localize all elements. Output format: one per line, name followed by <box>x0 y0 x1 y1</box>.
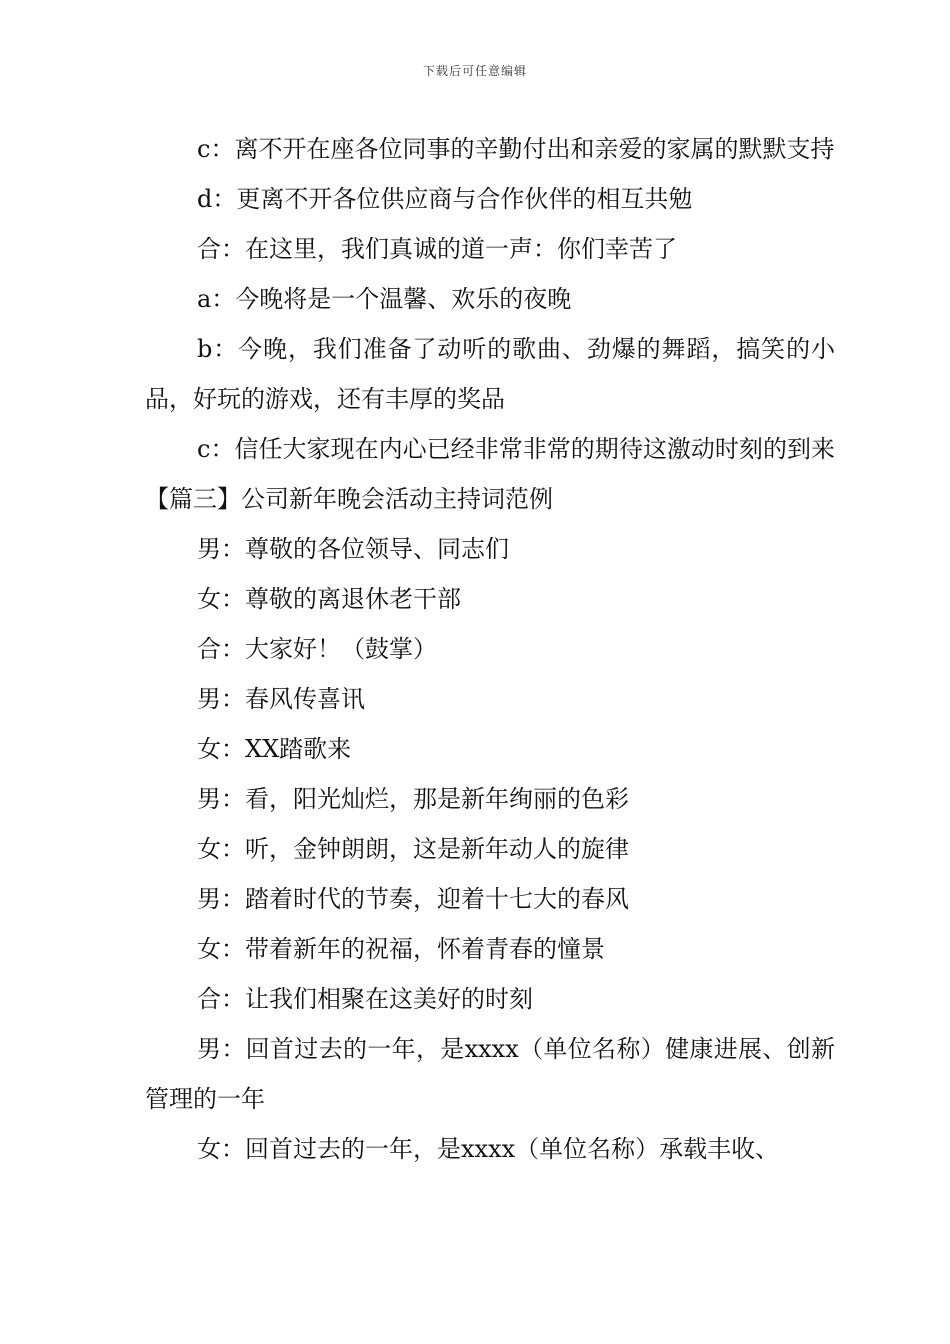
document-body <box>145 124 835 1174</box>
paragraph: b：今晚，我们准备了动听的歌曲、劲爆的舞蹈，搞笑的小品，好玩的游戏，还有丰厚的奖品 <box>145 335 835 413</box>
paragraph: 女：带着新年的祝福，怀着青春的憧景 <box>197 935 605 963</box>
paragraph: 男：尊敬的各位领导、同志们 <box>197 535 509 563</box>
paragraph: 女：回首过去的一年，是xxxx（单位名称）承载丰收、 <box>197 1135 780 1163</box>
paragraph: a：今晚将是一个温馨、欢乐的夜晚 <box>197 285 572 313</box>
paragraph: 女：尊敬的离退休老干部 <box>197 585 461 613</box>
paragraph: 女：XX踏歌来 <box>197 735 352 763</box>
paragraph: c：离不开在座各位同事的辛勤付出和亲爱的家属的默默支持 <box>197 135 835 163</box>
paragraph: d：更离不开各位供应商与合作伙伴的相互共勉 <box>197 185 693 213</box>
paragraph: 合：让我们相聚在这美好的时刻 <box>197 985 533 1013</box>
paragraph: 合：大家好！（鼓掌） <box>197 635 437 663</box>
paragraph: 男：踏着时代的节奏，迎着十七大的春风 <box>197 885 629 913</box>
page-header: 下载后可任意编辑 <box>422 64 527 78</box>
paragraph: 女：听，金钟朗朗，这是新年动人的旋律 <box>197 835 629 863</box>
paragraph: 男：回首过去的一年，是xxxx（单位名称）健康进展、创新管理的一年 <box>145 1035 835 1113</box>
paragraph: 男：春风传喜讯 <box>197 685 365 713</box>
paragraph: c：信任大家现在内心已经非常非常的期待这激动时刻的到来【篇三】公司新年晚会活动主持词范例 <box>145 435 835 513</box>
paragraph: 男：看，阳光灿烂，那是新年绚丽的色彩 <box>197 785 629 813</box>
paragraph: 合：在这里，我们真诚的道一声：你们幸苦了 <box>197 235 677 263</box>
